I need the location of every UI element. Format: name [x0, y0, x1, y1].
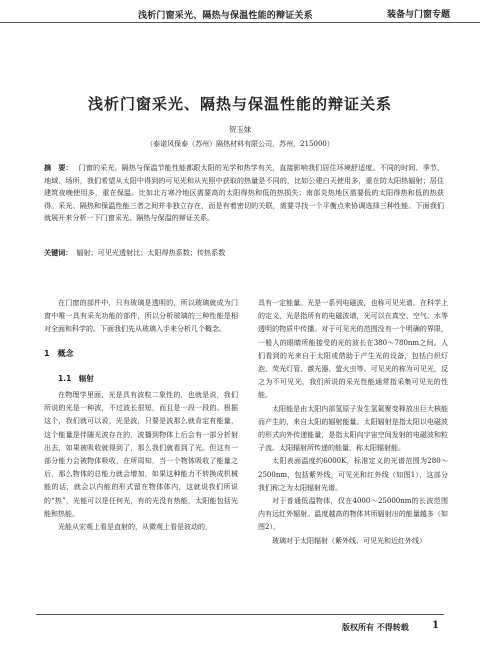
abstract-label: 摘 要：: [44, 163, 73, 172]
section-label: 装备与门窗专题: [386, 10, 450, 20]
section-heading: 1 概念: [44, 348, 74, 358]
author: 贺玉妹: [228, 125, 252, 134]
right-column: [258, 297, 448, 548]
intro-paragraph: 在门窗的部件中，只有玻璃是透明的，所以玻璃就成为门窗中唯一具有采光功能的部件，所以分析玻璃的三种性能是相对全面和科学的。下面我们先从玻璃入手来分析几个概念。: [44, 299, 238, 334]
abstract-text: 门窗的采光、隔热与保温节能性能都跟太阳的光学和热学有关，直接影响我们居住环境舒适度。不同的时间、季节、地域、场所，我们希望从太阳中得到的可见光和从光照中获取的热量是不同的，比如公建白天使用多，重在防太阳热辐射；居住建筑夜晚使用多，重在保温。比如北方寒冷地区需要高的太阳得热和低的热损失；南部炎热地区需要低的太阳得热和低的热获得。采光、隔热和保温性能三者之间并非独立存在，而是有着密切的关联，需要寻找一个平衡点来协调选择三种性能。下面我们就展开来分析一下门窗采光、隔热与保温的辩证关系。: [44, 163, 445, 223]
page-number: 1: [432, 620, 439, 631]
affiliation: （泰诺风保泰（苏州）隔热材料有限公司，苏州，215000）: [146, 140, 334, 148]
body-paragraph: 在物理学里面，光是具有波粒二象性的，也就是说，我们所说的光是一种波，不过波长很短，而且是一段一段的。根据这个，我们就可以说，光是波，只要是波那么就肯定有能量，这个能量是伴随光波存在的，波播到物体上后会有一部分折射出去，如果被吸收就得到了，那么我们就看到了光。但这有一部分能力会被物体吸收，在所周知，当一个物体吸收了能量之后，那么物体的总能力就会增加，如果这种能力不转换成机械能的话，就会以内能的形式留在物体体内，这就说我们所说的“热”，光能可以是任何光，有的光没有热能，太阳能包括光能和热能。: [44, 391, 238, 518]
page-header: [0, 0, 480, 23]
article-title: 浅析门窗采光、隔热与保温性能的辩证关系: [87, 95, 392, 113]
body-paragraph: 光能从宏观上看是直射的，从微观上看是波动的，: [58, 523, 212, 532]
abstract: [44, 162, 444, 225]
body-paragraph: 玻璃对于太阳辐射（紫外线、可见光和近红外线）: [272, 536, 426, 545]
copyright-notice: 版权所有 不得转载: [342, 622, 409, 632]
footer-rule: [36, 614, 444, 615]
body-paragraph: 对于普通低温物体，仅在4000～25000nm的长波范围内有远红外辐射。温度越高的物体其所辐射出的能量越多（如图2）。: [258, 497, 448, 532]
left-column: [44, 297, 238, 534]
body-paragraph: 太阳能是由太阳内部氢原子发生氢氦聚变释放出巨大核能而产生的，来自太阳的辐射能量。太阳辐射是指太阳以电磁波的形式向外传递能量，是指太阳向宇宙空间发射的电磁波和粒子流。太阳辐射所传递的能量，称太阳辐射能。: [258, 404, 448, 453]
running-title: 浅析门窗采光、隔热与保温性能的辩证关系: [138, 11, 313, 21]
keywords: [44, 247, 444, 259]
body-paragraph: 太阳表面温度约6000K，标准定义的光谱范围为280～2500nm，包括紫外线，可见光和红外线（如图1），这部分我们称之为太阳辐射光谱。: [258, 457, 448, 492]
keywords-text: 辐射；可见光透射比；太阳得热系数；传热系数: [76, 248, 226, 257]
subsection-heading: 1.1 辐射: [58, 373, 94, 383]
keywords-label: 关键词：: [44, 248, 73, 257]
body-paragraph: 具有一定能量。光是一系列电磁波，也称可见光谱。在科学上的定义，光是指所有的电磁波谱，光可以在真空、空气、水等透明的物质中传播。对于可见光的范围没有一个明确的界限，一般人的眼睛所能接受的光的波长在380～780nm之间。人们看到的光来自于太阳或借助于产生光的设备，包括白炽灯泡、荧光灯管、激光器、萤火虫等。可见光的称为可见光，反之为不可见光，我们所说的采光性能通常指采集可见光的性能。: [258, 299, 448, 400]
